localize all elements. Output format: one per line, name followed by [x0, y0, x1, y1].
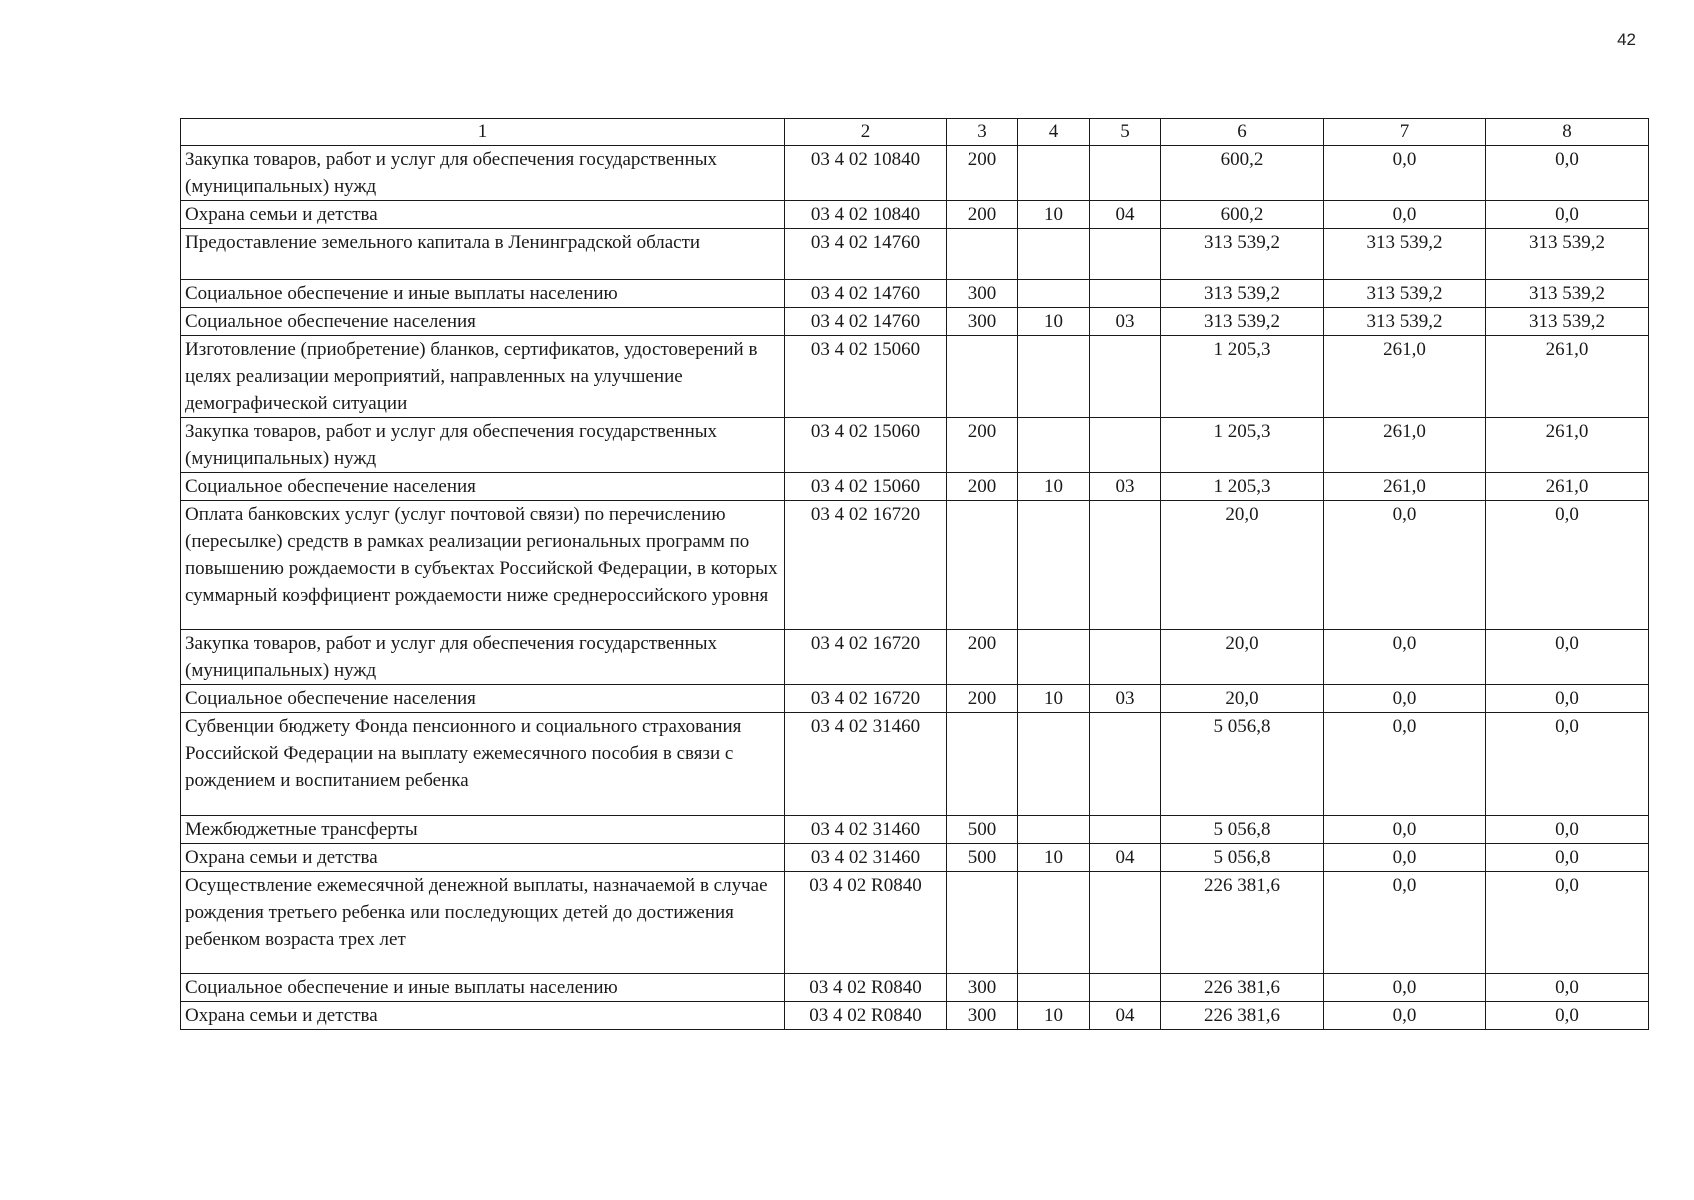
row-col7-cell: 0,0 [1324, 684, 1486, 712]
header-cell-6: 6 [1161, 119, 1324, 146]
row-col4-cell [1018, 280, 1090, 308]
row-col3-cell: 200 [947, 418, 1018, 473]
row-col3-cell: 300 [947, 308, 1018, 336]
page-number: 42 [1617, 30, 1636, 49]
table-row [181, 146, 1649, 201]
row-col6-cell: 1 205,3 [1161, 336, 1324, 418]
row-col3-cell: 200 [947, 146, 1018, 201]
row-col4-cell [1018, 629, 1090, 684]
row-col5-cell [1090, 501, 1161, 630]
row-col5-cell [1090, 280, 1161, 308]
row-col5-cell: 04 [1090, 1002, 1161, 1030]
row-col7-cell: 0,0 [1324, 501, 1486, 630]
row-col8-cell: 0,0 [1486, 684, 1649, 712]
row-col7-cell: 313 539,2 [1324, 229, 1486, 280]
row-col5-cell [1090, 418, 1161, 473]
row-name-cell: Охрана семьи и детства [181, 201, 785, 229]
row-col7-cell: 313 539,2 [1324, 308, 1486, 336]
row-name-cell: Осуществление ежемесячной денежной выплаты, назначаемой в случае рождения третьего ребенка или последующих детей до достижения ребенком возраста трех лет [181, 871, 785, 974]
row-code-cell: 03 4 02 10840 [785, 201, 947, 229]
row-col4-cell [1018, 815, 1090, 843]
row-col6-cell: 5 056,8 [1161, 815, 1324, 843]
row-col6-cell: 20,0 [1161, 629, 1324, 684]
row-col7-cell: 261,0 [1324, 418, 1486, 473]
row-name-cell: Социальное обеспечение и иные выплаты населению [181, 974, 785, 1002]
row-code-cell: 03 4 02 R0840 [785, 974, 947, 1002]
table-row [181, 843, 1649, 871]
row-col4-cell [1018, 336, 1090, 418]
row-col4-cell: 10 [1018, 843, 1090, 871]
row-name-cell: Межбюджетные трансферты [181, 815, 785, 843]
row-col5-cell: 04 [1090, 843, 1161, 871]
row-col6-cell: 226 381,6 [1161, 974, 1324, 1002]
row-col8-cell: 0,0 [1486, 146, 1649, 201]
row-code-cell: 03 4 02 31460 [785, 712, 947, 815]
row-col5-cell: 03 [1090, 473, 1161, 501]
row-col4-cell [1018, 146, 1090, 201]
header-cell-1: 1 [181, 119, 785, 146]
budget-table [180, 118, 1649, 1030]
table-row [181, 974, 1649, 1002]
row-col4-cell [1018, 418, 1090, 473]
table-row [181, 473, 1649, 501]
row-col4-cell: 10 [1018, 1002, 1090, 1030]
header-cell-5: 5 [1090, 119, 1161, 146]
row-col8-cell: 0,0 [1486, 201, 1649, 229]
table-row [181, 629, 1649, 684]
row-col7-cell: 0,0 [1324, 1002, 1486, 1030]
table-row [181, 308, 1649, 336]
row-col6-cell: 5 056,8 [1161, 843, 1324, 871]
row-name-cell: Социальное обеспечение и иные выплаты населению [181, 280, 785, 308]
row-col8-cell: 0,0 [1486, 843, 1649, 871]
row-col8-cell: 0,0 [1486, 815, 1649, 843]
row-col4-cell: 10 [1018, 201, 1090, 229]
row-col6-cell: 600,2 [1161, 146, 1324, 201]
row-name-cell: Субвенции бюджету Фонда пенсионного и социального страхования Российской Федерации на выплату ежемесячного пособия в связи с рождением и воспитанием ребенка [181, 712, 785, 815]
row-col7-cell: 0,0 [1324, 201, 1486, 229]
row-col4-cell: 10 [1018, 473, 1090, 501]
row-col6-cell: 226 381,6 [1161, 1002, 1324, 1030]
row-col8-cell: 261,0 [1486, 473, 1649, 501]
table-row [181, 418, 1649, 473]
table-header-row [181, 119, 1649, 146]
row-col8-cell: 0,0 [1486, 1002, 1649, 1030]
header-cell-8: 8 [1486, 119, 1649, 146]
row-name-cell: Охрана семьи и детства [181, 1002, 785, 1030]
row-col4-cell: 10 [1018, 308, 1090, 336]
row-col3-cell [947, 871, 1018, 974]
row-col7-cell: 0,0 [1324, 629, 1486, 684]
row-code-cell: 03 4 02 15060 [785, 336, 947, 418]
row-col8-cell: 261,0 [1486, 418, 1649, 473]
row-code-cell: 03 4 02 15060 [785, 418, 947, 473]
row-col6-cell: 226 381,6 [1161, 871, 1324, 974]
row-col5-cell [1090, 629, 1161, 684]
row-col3-cell: 200 [947, 473, 1018, 501]
table-row [181, 201, 1649, 229]
row-code-cell: 03 4 02 31460 [785, 815, 947, 843]
table-row [181, 229, 1649, 280]
row-code-cell: 03 4 02 R0840 [785, 871, 947, 974]
row-col4-cell [1018, 501, 1090, 630]
row-col3-cell [947, 501, 1018, 630]
row-col3-cell: 500 [947, 815, 1018, 843]
row-col3-cell [947, 336, 1018, 418]
row-col8-cell: 0,0 [1486, 974, 1649, 1002]
header-cell-7: 7 [1324, 119, 1486, 146]
row-name-cell: Изготовление (приобретение) бланков, сертификатов, удостоверений в целях реализации мероприятий, направленных на улучшение демографической ситуации [181, 336, 785, 418]
row-col7-cell: 0,0 [1324, 974, 1486, 1002]
row-code-cell: 03 4 02 14760 [785, 280, 947, 308]
row-col3-cell: 200 [947, 201, 1018, 229]
row-col6-cell: 1 205,3 [1161, 473, 1324, 501]
row-code-cell: 03 4 02 R0840 [785, 1002, 947, 1030]
row-code-cell: 03 4 02 15060 [785, 473, 947, 501]
row-col3-cell: 500 [947, 843, 1018, 871]
row-code-cell: 03 4 02 16720 [785, 629, 947, 684]
row-col5-cell [1090, 815, 1161, 843]
row-name-cell: Закупка товаров, работ и услуг для обеспечения государственных (муниципальных) нужд [181, 418, 785, 473]
row-col8-cell: 313 539,2 [1486, 280, 1649, 308]
row-col7-cell: 0,0 [1324, 815, 1486, 843]
header-cell-2: 2 [785, 119, 947, 146]
row-col7-cell: 0,0 [1324, 843, 1486, 871]
row-col4-cell [1018, 871, 1090, 974]
row-col8-cell: 0,0 [1486, 501, 1649, 630]
row-col3-cell: 300 [947, 280, 1018, 308]
row-name-cell: Социальное обеспечение населения [181, 473, 785, 501]
header-cell-3: 3 [947, 119, 1018, 146]
table-row [181, 501, 1649, 630]
row-col3-cell: 300 [947, 1002, 1018, 1030]
row-col6-cell: 20,0 [1161, 501, 1324, 630]
row-col7-cell: 313 539,2 [1324, 280, 1486, 308]
row-col5-cell: 04 [1090, 201, 1161, 229]
row-col3-cell: 200 [947, 629, 1018, 684]
table-row [181, 684, 1649, 712]
row-col6-cell: 5 056,8 [1161, 712, 1324, 815]
row-col6-cell: 600,2 [1161, 201, 1324, 229]
row-col7-cell: 0,0 [1324, 871, 1486, 974]
row-col5-cell [1090, 871, 1161, 974]
table-row [181, 815, 1649, 843]
row-name-cell: Закупка товаров, работ и услуг для обеспечения государственных (муниципальных) нужд [181, 629, 785, 684]
row-col7-cell: 261,0 [1324, 473, 1486, 501]
row-name-cell: Охрана семьи и детства [181, 843, 785, 871]
row-col3-cell [947, 229, 1018, 280]
row-name-cell: Закупка товаров, работ и услуг для обеспечения государственных (муниципальных) нужд [181, 146, 785, 201]
row-col5-cell [1090, 146, 1161, 201]
table-row [181, 1002, 1649, 1030]
header-cell-4: 4 [1018, 119, 1090, 146]
row-col8-cell: 313 539,2 [1486, 229, 1649, 280]
row-col6-cell: 313 539,2 [1161, 229, 1324, 280]
row-col8-cell: 313 539,2 [1486, 308, 1649, 336]
table-row [181, 712, 1649, 815]
row-col4-cell [1018, 974, 1090, 1002]
row-col4-cell [1018, 712, 1090, 815]
row-col3-cell: 300 [947, 974, 1018, 1002]
row-col5-cell [1090, 336, 1161, 418]
row-col6-cell: 313 539,2 [1161, 280, 1324, 308]
table-row [181, 336, 1649, 418]
row-col4-cell [1018, 229, 1090, 280]
row-col6-cell: 20,0 [1161, 684, 1324, 712]
row-col8-cell: 261,0 [1486, 336, 1649, 418]
row-col5-cell [1090, 974, 1161, 1002]
row-col5-cell: 03 [1090, 308, 1161, 336]
row-code-cell: 03 4 02 16720 [785, 501, 947, 630]
row-col8-cell: 0,0 [1486, 629, 1649, 684]
row-col7-cell: 261,0 [1324, 336, 1486, 418]
table-row [181, 871, 1649, 974]
row-col8-cell: 0,0 [1486, 712, 1649, 815]
row-name-cell: Социальное обеспечение населения [181, 308, 785, 336]
table-row [181, 280, 1649, 308]
row-col4-cell: 10 [1018, 684, 1090, 712]
row-code-cell: 03 4 02 10840 [785, 146, 947, 201]
row-col8-cell: 0,0 [1486, 871, 1649, 974]
row-code-cell: 03 4 02 14760 [785, 308, 947, 336]
row-col7-cell: 0,0 [1324, 146, 1486, 201]
row-col6-cell: 313 539,2 [1161, 308, 1324, 336]
row-col3-cell: 200 [947, 684, 1018, 712]
row-col5-cell: 03 [1090, 684, 1161, 712]
row-name-cell: Социальное обеспечение населения [181, 684, 785, 712]
row-name-cell: Оплата банковских услуг (услуг почтовой связи) по перечислению (пересылке) средств в рамках реализации региональных программ по повышению рождаемости в субъектах Российской Федерации, в которых суммарный коэффициент рождаемости ниже среднероссийского уровня [181, 501, 785, 630]
row-col5-cell [1090, 712, 1161, 815]
row-col5-cell [1090, 229, 1161, 280]
row-name-cell: Предоставление земельного капитала в Ленинградской области [181, 229, 785, 280]
row-col6-cell: 1 205,3 [1161, 418, 1324, 473]
table-body [181, 119, 1649, 1030]
row-col3-cell [947, 712, 1018, 815]
row-code-cell: 03 4 02 14760 [785, 229, 947, 280]
row-code-cell: 03 4 02 16720 [785, 684, 947, 712]
row-code-cell: 03 4 02 31460 [785, 843, 947, 871]
row-col7-cell: 0,0 [1324, 712, 1486, 815]
